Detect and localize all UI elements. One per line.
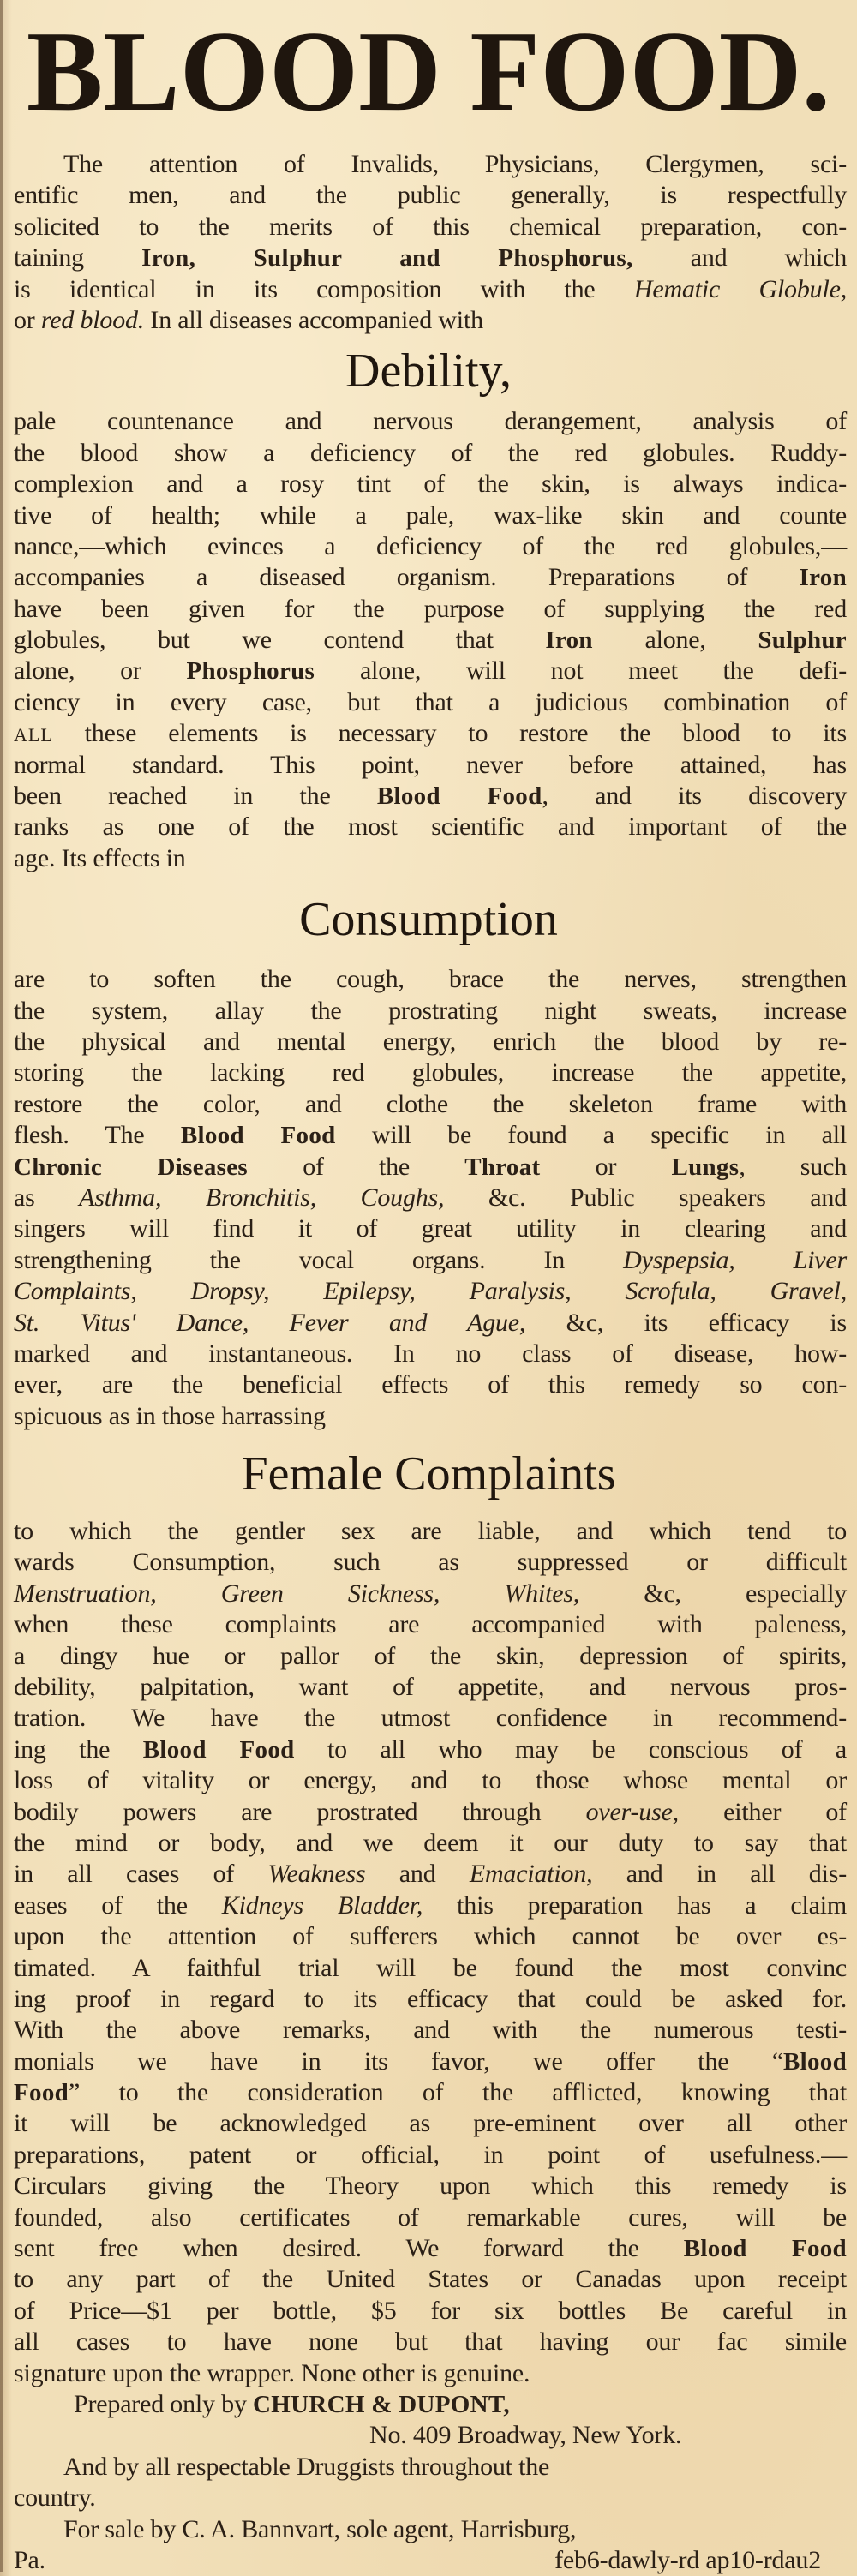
text-run: as xyxy=(14,1183,80,1212)
text-line xyxy=(14,1308,847,1339)
company-address: No. 409 Broadway, New York. xyxy=(369,2421,682,2450)
bold-text: Iron xyxy=(545,626,593,655)
text-line xyxy=(14,812,847,842)
text-run: taining xyxy=(14,243,142,273)
text-run: ing proof in regard to its efficacy that could be asked for. xyxy=(14,1984,847,2013)
text-line xyxy=(14,1641,847,1672)
text-run: or xyxy=(540,1152,672,1181)
title-text: BLOOD FOOD. xyxy=(26,8,831,135)
text-line xyxy=(14,1765,847,1796)
text-run: timated. A faithful trial will be found the most convinc xyxy=(14,1953,847,1982)
text-line xyxy=(14,2015,847,2046)
text-line xyxy=(14,406,847,437)
text-line xyxy=(14,1579,847,1609)
text-run: the mind or body, and we deem it our duty to say that xyxy=(14,1828,847,1857)
text-line xyxy=(14,1797,847,1828)
text-line xyxy=(14,2171,847,2202)
druggists-line: And by all respectable Druggists throughout the xyxy=(63,2452,550,2481)
text-run: ever, are the beneficial effects of this remedy so con- xyxy=(14,1370,847,1399)
text-run: and which xyxy=(632,243,847,273)
text-line xyxy=(14,964,847,995)
text-line xyxy=(14,781,847,812)
text-line xyxy=(14,1984,847,2015)
text-run: age. Its effects in xyxy=(14,843,186,872)
text-line xyxy=(14,274,847,305)
paragraph xyxy=(0,149,857,336)
text-run: the system, allay the prostrating night sweats, increase xyxy=(14,996,847,1025)
text-run: complexion and a rosy tint of the skin, is always indica- xyxy=(14,470,847,499)
paragraph xyxy=(0,406,857,874)
text-run: or xyxy=(14,305,41,334)
italic-text: Dyspepsia, Liver xyxy=(623,1245,847,1274)
text-line xyxy=(14,149,847,180)
text-line xyxy=(14,2327,847,2357)
text-line xyxy=(14,594,847,625)
text-line xyxy=(14,1609,847,1640)
text-run: all cases to have none but that having our fac simile xyxy=(14,2327,847,2357)
text-line xyxy=(14,469,847,500)
text-line xyxy=(14,2296,847,2327)
ad-code: feb6-dawly-rd ap10-rdau2 xyxy=(554,2545,821,2574)
text-line xyxy=(14,2077,847,2108)
text-run: nance,—which evinces a deficiency of the red globules,— xyxy=(14,531,847,560)
text-run: founded, also certificates of remarkable cures, will be xyxy=(14,2202,847,2232)
text-line xyxy=(14,843,847,874)
text-run: to any part of the United States or Canadas upon receipt xyxy=(14,2265,847,2294)
text-run: been reached in the xyxy=(14,782,377,811)
italic-text: St. Vitus' Dance, Fever and Ague, xyxy=(14,1308,526,1337)
text-run: these elements is necessary to restore the blood to its xyxy=(52,719,847,748)
italic-text: Emaciation, xyxy=(469,1860,593,1889)
text-run: The attention of Invalids, Physicians, Clergymen, sci- xyxy=(63,150,847,178)
text-run: and in all dis- xyxy=(592,1860,847,1889)
italic-text: Complaints, Dropsy, Epilepsy, Paralysis, Scrofula, Gravel, xyxy=(14,1277,847,1306)
text-line xyxy=(14,1672,847,1703)
bold-text: Blood Food xyxy=(142,1735,295,1764)
text-line xyxy=(14,1734,847,1765)
text-run: either of xyxy=(678,1797,847,1826)
text-line xyxy=(14,687,847,718)
text-line xyxy=(14,1890,847,1921)
text-line xyxy=(14,305,847,336)
text-run: ciency in every case, but that a judicious combination of xyxy=(14,687,847,716)
text-run: pale countenance and nervous derangement, analysis of xyxy=(14,407,847,436)
bold-text: Phosphorus xyxy=(186,657,315,686)
text-line xyxy=(14,1953,847,1984)
text-run: will be found a specific in all xyxy=(335,1121,847,1150)
text-line xyxy=(14,1369,847,1400)
text-line xyxy=(14,180,847,211)
bold-text: Chronic Diseases xyxy=(14,1153,249,1181)
text-line xyxy=(14,1152,847,1183)
text-line xyxy=(14,1547,847,1578)
text-run: preparations, patent or official, in point of usefulness.— xyxy=(14,2140,847,2169)
text-run: eases of the xyxy=(14,1890,222,1920)
text-run: ing the xyxy=(14,1734,143,1764)
text-run: entific men, and the public generally, is respectfully xyxy=(14,181,847,210)
text-line xyxy=(14,1703,847,1734)
text-line xyxy=(14,2202,847,2233)
italic-text: Weakness xyxy=(267,1860,366,1889)
bold-text: Lungs xyxy=(671,1153,740,1181)
text-run: &c. Public speakers and xyxy=(444,1183,848,1212)
text-line xyxy=(14,500,847,531)
paragraph xyxy=(0,1516,857,2389)
text-run: Circulars giving the Theory upon which this remedy is xyxy=(14,2172,847,2201)
text-run: flesh. The xyxy=(14,1121,181,1150)
text-line xyxy=(14,1828,847,1859)
text-run: alone, or xyxy=(14,656,187,686)
section-heading: Female Complaints xyxy=(241,1447,616,1501)
italic-text: Hematic Globule, xyxy=(633,274,847,303)
text-run: , and its discovery xyxy=(542,782,847,811)
text-line xyxy=(14,1120,847,1151)
italic-text: Asthma, Bronchitis, Coughs, xyxy=(79,1183,445,1212)
text-line xyxy=(14,1921,847,1952)
prepared-by-line xyxy=(14,2389,847,2420)
text-line xyxy=(14,2108,847,2139)
text-line xyxy=(14,1401,847,1432)
text-run: storing the lacking red globules, increase the appetite, xyxy=(14,1058,847,1087)
company-name: CHURCH & DUPONT, xyxy=(253,2391,510,2418)
text-line xyxy=(14,2046,847,2077)
italic-text: Kidneys Bladder, xyxy=(221,1890,423,1920)
bold-text: Iron xyxy=(799,564,847,592)
text-line xyxy=(14,438,847,469)
text-line xyxy=(14,1027,847,1057)
text-line xyxy=(14,1245,847,1276)
text-line xyxy=(14,2140,847,2171)
text-run: signature upon the wrapper. None other is genuine. xyxy=(14,2358,530,2387)
bold-text: Blood Food xyxy=(683,2235,847,2263)
text-line xyxy=(14,2264,847,2295)
text-run: a dingy hue or pallor of the skin, depression of spirits, xyxy=(14,1641,847,1670)
text-run: and xyxy=(365,1860,470,1889)
text-run: normal standard. This point, never before attained, has xyxy=(14,750,847,779)
text-line xyxy=(14,2358,847,2389)
agent-line: For sale by C. A. Bannvart, sole agent, Harrisburg, xyxy=(63,2514,577,2543)
bold-text: Blood xyxy=(782,2047,847,2076)
text-run: upon the attention of sufferers which cannot be over es- xyxy=(14,1922,847,1951)
text-line xyxy=(14,243,847,273)
text-run: of Price—$1 per bottle, $5 for six bottles Be careful in xyxy=(14,2296,847,2325)
druggists-line-end: country. xyxy=(14,2483,96,2513)
text-run: spicuous as in those harrassing xyxy=(14,1401,326,1430)
text-run: ranks as one of the most scientific and important of the xyxy=(14,812,847,842)
text-run: the blood show a deficiency of the red globules. Ruddy- xyxy=(14,438,847,467)
text-line xyxy=(14,656,847,686)
text-run: tration. We have the utmost confidence in recommend- xyxy=(14,1704,847,1733)
text-run: With the above remarks, and with the numerous testi- xyxy=(14,2016,847,2045)
text-run: loss of vitality or energy, and to those whose mental or xyxy=(14,1766,847,1795)
bold-text: Blood Food xyxy=(376,782,542,811)
text-line xyxy=(14,1057,847,1088)
advertisement-title xyxy=(0,0,857,149)
text-run: are to soften the cough, brace the nerves, strengthen xyxy=(14,965,847,994)
text-line xyxy=(14,1276,847,1307)
text-line xyxy=(14,1089,847,1120)
text-line xyxy=(14,996,847,1027)
text-line xyxy=(14,750,847,781)
text-run: , such xyxy=(739,1152,847,1181)
text-run: globules, but we contend that xyxy=(14,626,546,655)
text-run: solicited to the merits of this chemical preparation, con- xyxy=(14,212,847,241)
bold-text: Blood Food xyxy=(180,1122,336,1150)
text-run: monials we have in its favor, we offer the “ xyxy=(14,2046,783,2076)
italic-text: red blood. xyxy=(40,305,145,334)
text-run: In all diseases accompanied with xyxy=(144,305,483,334)
text-line xyxy=(14,1339,847,1369)
text-run: &c, its efficacy is xyxy=(525,1308,848,1337)
text-run: to all who may be conscious of a xyxy=(294,1734,847,1764)
text-run: when these complaints are accompanied with paleness, xyxy=(14,1610,847,1639)
text-run: this preparation has a claim xyxy=(423,1890,847,1920)
text-line xyxy=(14,562,847,593)
text-run: ” to the consideration of the afflicted, knowing that xyxy=(69,2078,847,2107)
italic-text: over-use, xyxy=(585,1797,679,1826)
bold-text: Throat xyxy=(464,1153,541,1181)
bold-text: Food xyxy=(14,2079,69,2107)
text-run: &c, especially xyxy=(579,1579,848,1608)
text-run: in all cases of xyxy=(14,1860,268,1889)
text-run: tive of health; while a pale, wax-like skin and counte xyxy=(14,500,847,530)
text-line xyxy=(14,625,847,656)
text-line xyxy=(14,531,847,562)
small-caps-text: ALL xyxy=(14,724,53,746)
column-rule xyxy=(0,0,3,2572)
text-run: to which the gentler sex are liable, and which tend to xyxy=(14,1517,847,1546)
text-line xyxy=(14,718,847,749)
text-run: restore the color, and clothe the skeleton frame with xyxy=(14,1089,847,1118)
section-heading: Debility, xyxy=(345,344,512,398)
agent-state: Pa. xyxy=(14,2545,45,2574)
text-run: strengthening the vocal organs. In xyxy=(14,1245,624,1274)
text-run: accompanies a diseased organism. Preparations of xyxy=(14,563,800,592)
text-run: sent free when desired. We forward the xyxy=(14,2234,684,2263)
closing-block xyxy=(0,2389,857,2576)
bold-text: Sulphur xyxy=(758,626,847,655)
text-run: bodily powers are prostrated through xyxy=(14,1797,586,1826)
text-run: it will be acknowledged as pre-eminent over all other xyxy=(14,2109,847,2138)
text-line xyxy=(14,1183,847,1213)
text-run: marked and instantaneous. In no class of disease, how- xyxy=(14,1339,847,1368)
advertisement-body xyxy=(0,149,857,2389)
text-run: the physical and mental energy, enrich the blood by re- xyxy=(14,1027,847,1056)
text-run: alone, xyxy=(592,626,758,655)
text-run: alone, will not meet the defi- xyxy=(315,656,847,686)
text-line xyxy=(14,212,847,243)
italic-text: Menstruation, Green Sickness, Whites, xyxy=(14,1579,580,1608)
section-heading: Consumption xyxy=(299,892,558,946)
text-run: wards Consumption, such as suppressed or difficult xyxy=(14,1548,847,1577)
text-line xyxy=(14,1859,847,1890)
text-line xyxy=(14,1516,847,1547)
paragraph xyxy=(0,964,857,1432)
text-run: is identical in its composition with the xyxy=(14,274,634,303)
text-run: have been given for the purpose of supplying the red xyxy=(14,594,847,623)
text-run: singers will find it of great utility in clearing and xyxy=(14,1214,847,1243)
text-run: of the xyxy=(248,1152,465,1181)
bold-text: Iron, Sulphur and Phosphorus, xyxy=(141,244,633,273)
prepared-by-label: Prepared only by xyxy=(74,2390,254,2418)
text-run: debility, palpitation, want of appetite, and nervous pros- xyxy=(14,1673,847,1702)
text-line xyxy=(14,2233,847,2264)
text-line xyxy=(14,1213,847,1244)
